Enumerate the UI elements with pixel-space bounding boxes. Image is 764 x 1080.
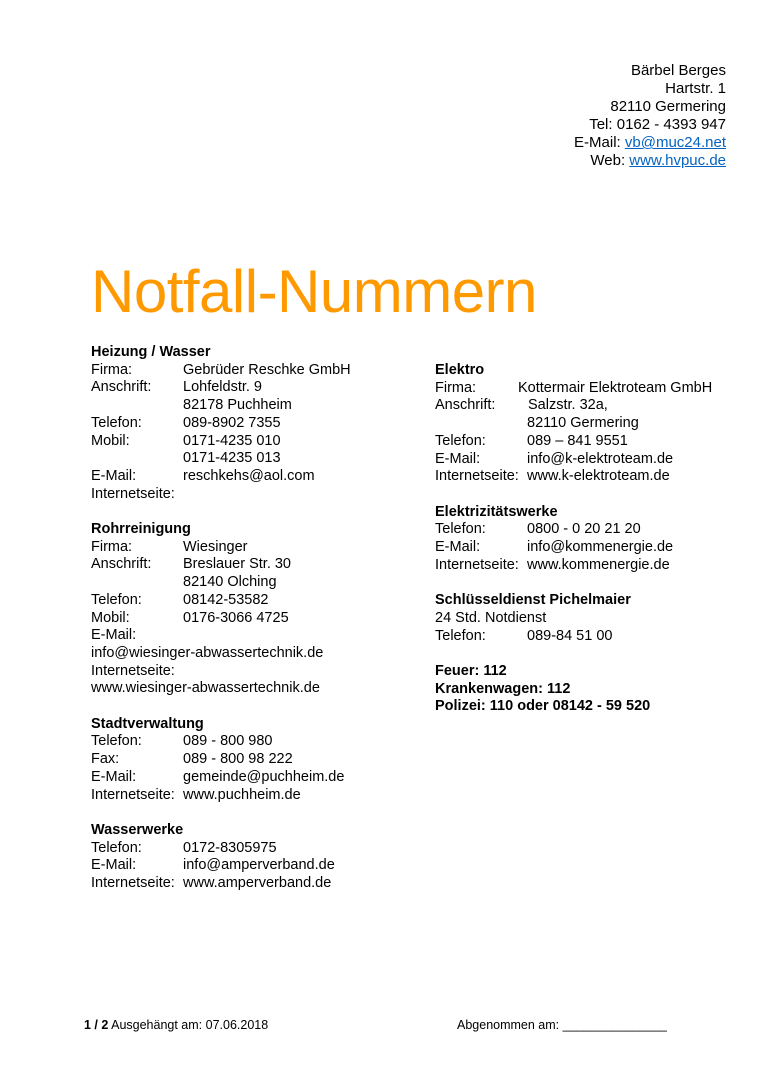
anschrift-label: Anschrift: xyxy=(91,556,152,573)
email-label: E-Mail: xyxy=(91,467,137,484)
internet-row xyxy=(91,787,391,805)
telefon-value: 089-84 51 00 xyxy=(527,627,613,644)
email-row xyxy=(435,539,755,557)
footer-posted xyxy=(84,1018,268,1032)
telefon-value: 0172-8305975 xyxy=(183,839,277,856)
section-rohrreinigung xyxy=(91,521,391,698)
internet-row xyxy=(91,875,391,893)
section-wasserwerke xyxy=(91,822,391,893)
section-heading: Heizung / Wasser xyxy=(91,344,211,360)
section-elektro xyxy=(435,362,755,486)
internet-label: Internetseite: xyxy=(91,786,175,803)
feuer-number: Feuer: 112 xyxy=(435,662,507,679)
internet-row xyxy=(435,468,755,486)
anschrift-line2: 82110 Germering xyxy=(527,415,639,432)
email-value: info@wiesinger-abwassertechnik.de xyxy=(91,644,324,661)
internet-row xyxy=(91,486,391,504)
mobil-label: Mobil: xyxy=(91,432,130,449)
sender-email-line xyxy=(574,134,726,152)
email-value: reschkehs@aol.com xyxy=(183,467,315,484)
telefon-row xyxy=(91,733,391,751)
internet-value: www.wiesinger-abwassertechnik.de xyxy=(91,680,320,697)
telefon-value: 089-8902 7355 xyxy=(183,414,281,431)
anschrift-line2: 82178 Puchheim xyxy=(183,397,292,414)
section-elektrizitaetswerke xyxy=(435,504,755,575)
email-row xyxy=(435,451,755,469)
anschrift-line1: Lohfeldstr. 9 xyxy=(183,379,262,396)
section-heading: Wasserwerke xyxy=(91,821,184,838)
mobil-row xyxy=(91,433,391,451)
telefon-value: 08142-53582 xyxy=(183,591,269,608)
right-column xyxy=(435,362,755,734)
mobil-row xyxy=(91,610,391,628)
internet-value: www.k-elektroteam.de xyxy=(527,468,670,485)
anschrift-label: Anschrift: xyxy=(91,379,152,396)
email-row xyxy=(91,468,391,486)
mobil-value-1: 0171-4235 010 xyxy=(183,432,281,449)
section-emergency xyxy=(435,663,755,716)
firma-row xyxy=(91,362,391,380)
internet-label: Internetseite: xyxy=(91,485,175,502)
section-heading: Schlüsseldienst Pichelmaier xyxy=(435,592,631,609)
firma-value: Kottermair Elektroteam GmbH xyxy=(518,379,713,396)
email-label: E-Mail: xyxy=(91,627,137,644)
krankenwagen-number: Krankenwagen: 112 xyxy=(435,680,571,697)
telefon-label: Telefon: xyxy=(435,432,486,449)
section-stadtverwaltung xyxy=(91,716,391,805)
section-heading: Stadtverwaltung xyxy=(91,715,204,732)
firma-value: Gebrüder Reschke GmbH xyxy=(183,361,351,378)
left-column xyxy=(91,344,391,910)
internet-label: Internetseite: xyxy=(91,662,175,679)
telefon-value: 089 – 841 9551 xyxy=(527,432,628,449)
firma-row xyxy=(435,380,755,398)
email-label: E-Mail: xyxy=(91,768,137,785)
firma-label: Firma: xyxy=(91,361,133,378)
internet-label: Internetseite: xyxy=(435,468,519,485)
anschrift-line1: Salzstr. 32a, xyxy=(528,397,608,414)
sender-email-label: E-Mail: xyxy=(574,134,625,151)
page-number: 1 / 2 xyxy=(84,1018,109,1032)
fax-label: Fax: xyxy=(91,751,120,768)
fax-value: 089 - 800 98 222 xyxy=(183,751,293,768)
firma-value: Wiesinger xyxy=(183,538,248,555)
telefon-label: Telefon: xyxy=(435,627,486,644)
telefon-row xyxy=(435,433,755,451)
telefon-value: 0800 - 0 20 21 20 xyxy=(527,521,641,538)
mobil-value-2: 0171-4235 013 xyxy=(183,450,281,467)
email-row xyxy=(91,769,391,787)
internet-row xyxy=(435,557,755,575)
sender-address xyxy=(574,62,726,170)
sender-city: 82110 Germering xyxy=(610,98,726,115)
footer-removed: Abgenommen am: _______________ xyxy=(457,1018,667,1032)
internet-value: www.amperverband.de xyxy=(183,875,332,892)
email-value: info@k-elektroteam.de xyxy=(527,450,674,467)
page-title: Notfall-Nummern xyxy=(91,258,537,325)
internet-value: www.kommenergie.de xyxy=(527,556,670,573)
sender-email-link[interactable]: vb@muc24.net xyxy=(624,134,726,151)
anschrift-line1: Breslauer Str. 30 xyxy=(183,556,291,573)
email-value: gemeinde@puchheim.de xyxy=(183,768,345,785)
anschrift-line2: 82140 Olching xyxy=(183,574,277,591)
section-schluesseldienst xyxy=(435,592,755,645)
telefon-value: 089 - 800 980 xyxy=(183,733,273,750)
anschrift-row xyxy=(91,556,391,574)
sender-tel: Tel: 0162 - 4393 947 xyxy=(589,116,726,133)
fax-row xyxy=(91,751,391,769)
telefon-row xyxy=(91,415,391,433)
telefon-label: Telefon: xyxy=(91,591,142,608)
sender-street: Hartstr. 1 xyxy=(665,80,726,97)
mobil-value: 0176-3066 4725 xyxy=(183,609,289,626)
firma-label: Firma: xyxy=(91,538,133,555)
anschrift-label: Anschrift: xyxy=(435,397,496,414)
notdienst-text: 24 Std. Notdienst xyxy=(435,609,547,626)
internet-label: Internetseite: xyxy=(435,556,519,573)
email-row xyxy=(91,857,391,875)
telefon-row xyxy=(91,840,391,858)
telefon-label: Telefon: xyxy=(91,733,142,750)
telefon-row xyxy=(435,628,755,646)
anschrift-row xyxy=(91,379,391,397)
mobil-label: Mobil: xyxy=(91,609,130,626)
section-heading: Rohrreinigung xyxy=(91,521,191,538)
telefon-label: Telefon: xyxy=(91,414,142,431)
telefon-row xyxy=(91,592,391,610)
sender-name: Bärbel Berges xyxy=(630,62,726,79)
firma-label: Firma: xyxy=(435,379,477,396)
polizei-number: Polizei: 110 oder 08142 - 59 520 xyxy=(435,698,651,715)
sender-web-line xyxy=(574,152,726,170)
telefon-label: Telefon: xyxy=(91,839,142,856)
email-label: E-Mail: xyxy=(435,539,481,556)
telefon-label: Telefon: xyxy=(435,521,486,538)
internet-value: www.puchheim.de xyxy=(183,786,301,803)
posted-date: Ausgehängt am: 07.06.2018 xyxy=(108,1018,269,1032)
section-heizung xyxy=(91,344,391,503)
section-heading: Elektro xyxy=(435,362,485,378)
internet-label: Internetseite: xyxy=(91,875,175,892)
email-label: E-Mail: xyxy=(91,857,137,874)
email-label: E-Mail: xyxy=(435,450,481,467)
anschrift-row xyxy=(435,397,755,415)
firma-row xyxy=(91,539,391,557)
telefon-row xyxy=(435,521,755,539)
sender-web-label: Web: xyxy=(590,152,630,169)
email-value: info@amperverband.de xyxy=(183,857,335,874)
sender-web-link[interactable]: www.hvpuc.de xyxy=(629,152,726,169)
section-heading: Elektrizitätswerke xyxy=(435,503,558,520)
email-value: info@kommenergie.de xyxy=(527,539,674,556)
